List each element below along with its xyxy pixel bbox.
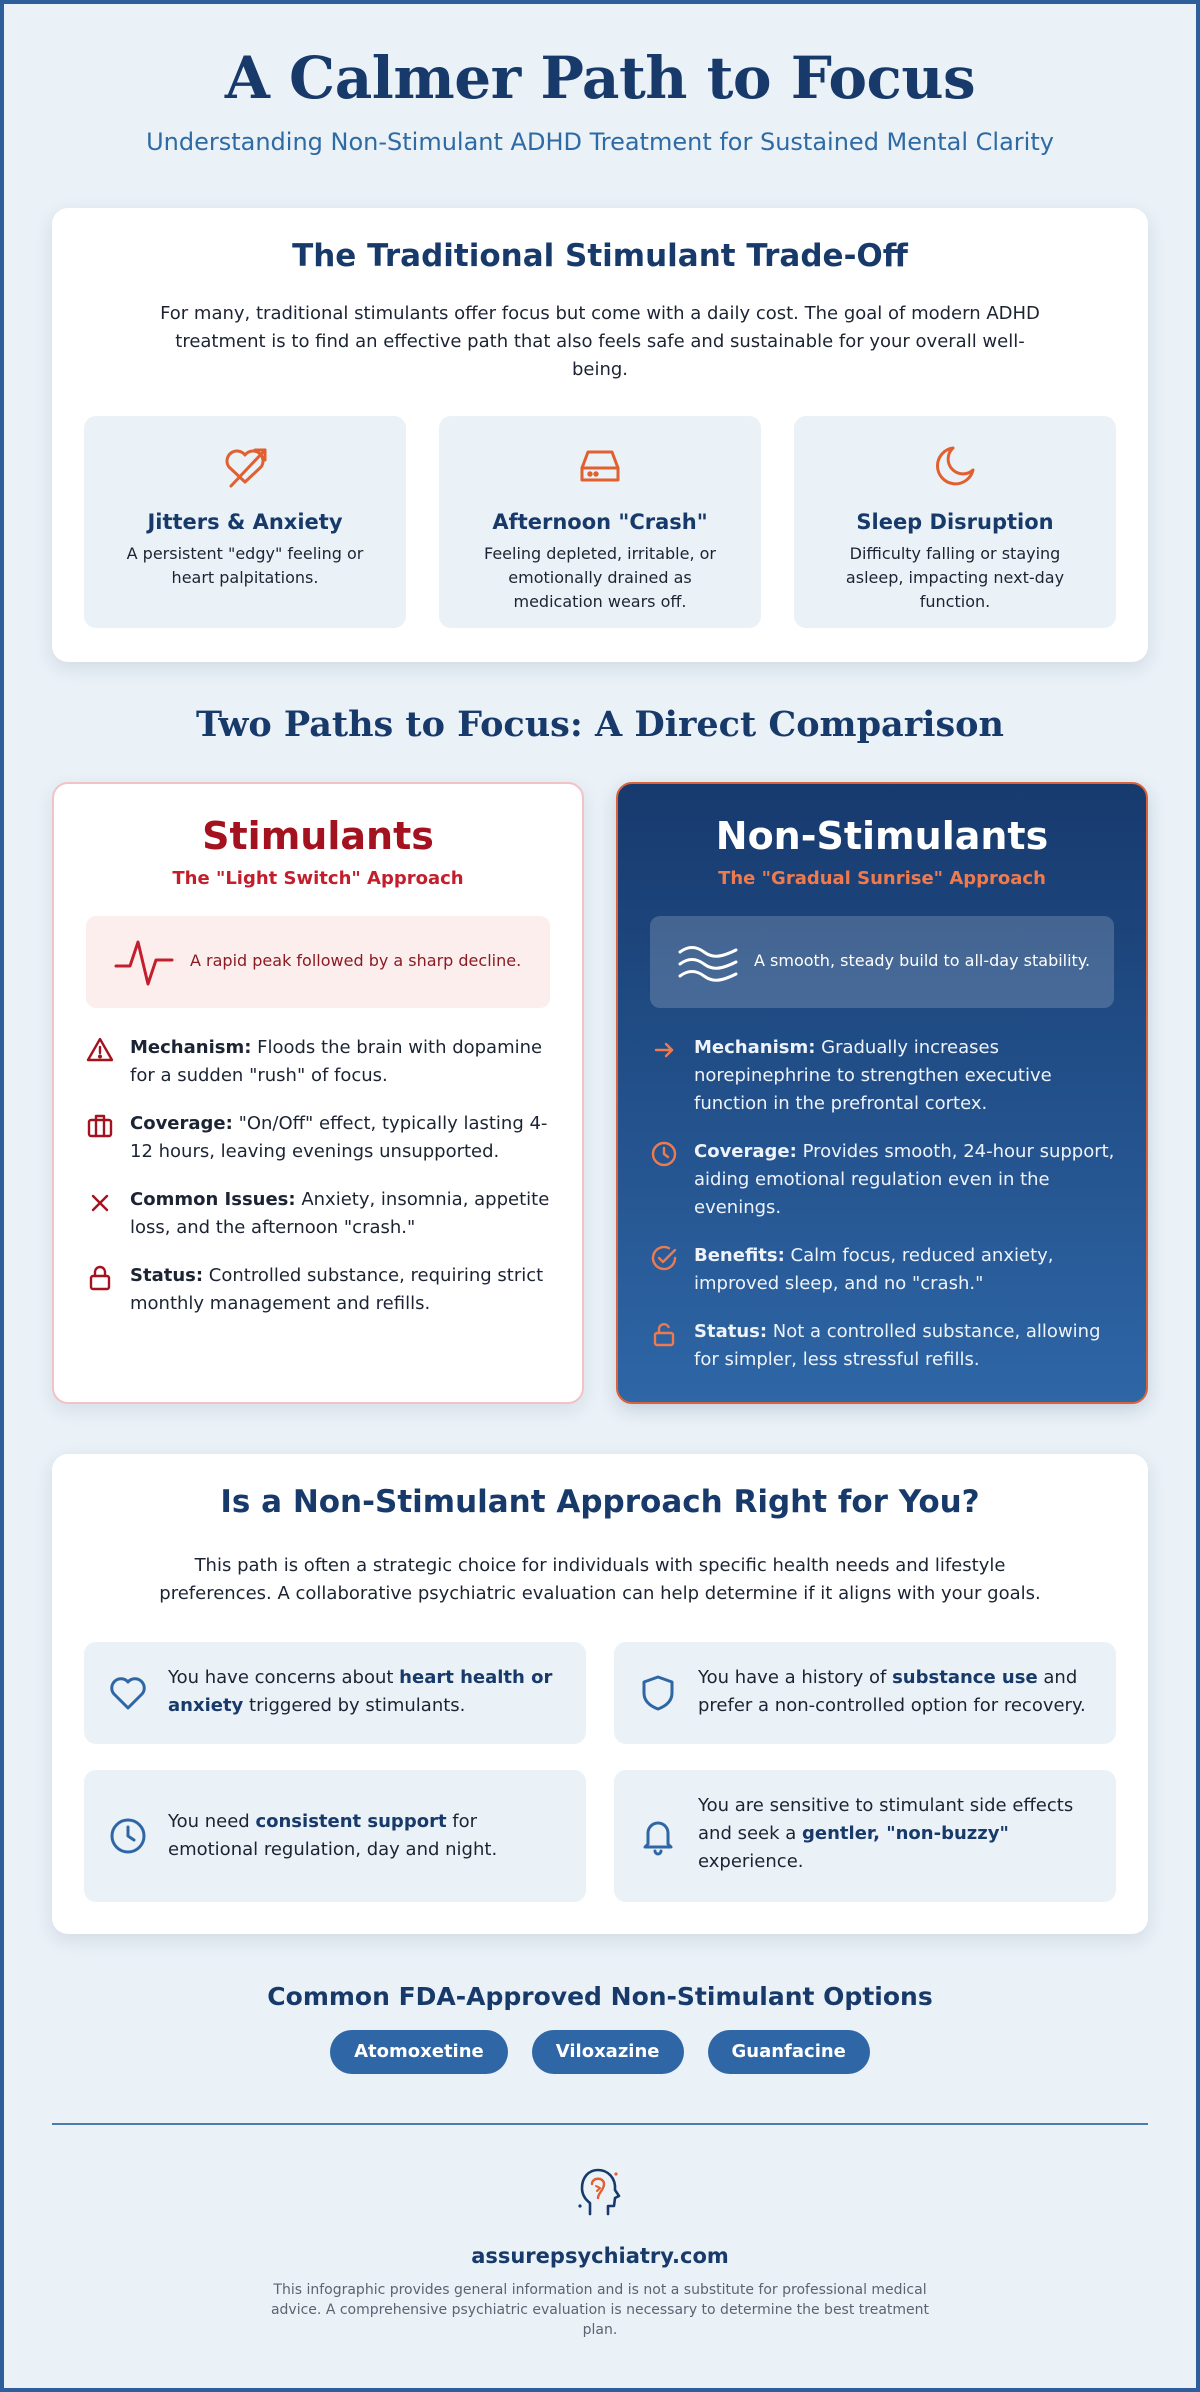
list-item [650, 1034, 1120, 1118]
disclaimer: This infographic provides general information and is not a substitute for professional medical advice. A comprehensive psychiatric evaluation is necessary to determine the best treatment plan. [270, 2282, 930, 2338]
tradeoff-title: The Traditional Stimulant Trade-Off [292, 238, 908, 274]
fit-item-sensitive [614, 1770, 1116, 1902]
item-label: Benefits: [694, 1245, 785, 1266]
battery-empty-icon [439, 442, 761, 490]
comparison-title: Two Paths to Focus: A Direct Comparison [196, 704, 1004, 745]
issue-crash [439, 416, 761, 628]
fit-item-consistent [84, 1770, 586, 1902]
item-text: Anxiety, insomnia, appetite loss, and the afternoon "crash." [130, 1189, 550, 1238]
tradeoff-intro: For many, traditional stimulants offer focus but come with a daily cost. The goal of modern ADHD treatment is to find an effective path that also feels safe and sustainable for your overall well-being. [160, 303, 1040, 380]
list-item [650, 1242, 1120, 1298]
item-text: Not a controlled substance, allowing for simpler, less stressful refills. [694, 1321, 1101, 1370]
option-pill-guanfacine: Guanfacine [708, 2030, 870, 2074]
non-stimulants-visual-text: A smooth, steady build to all-day stability. [754, 951, 1091, 970]
stimulants-card [52, 782, 584, 1404]
briefcase-icon [86, 1112, 114, 1140]
list-item [650, 1138, 1120, 1222]
head-logo-icon [570, 2162, 630, 2222]
list-item [86, 1186, 556, 1242]
fit-title: Is a Non-Stimulant Approach Right for You? [220, 1484, 980, 1520]
unlock-icon [650, 1320, 678, 1348]
item-label: Status: [130, 1265, 204, 1286]
fit-item-text: You have concerns about heart health or anxiety triggered by stimulants. [168, 1667, 553, 1716]
clock-icon [108, 1816, 148, 1856]
non-stimulants-list [650, 1034, 1120, 1394]
item-text: Calm focus, reduced anxiety, improved sleep, and no "crash." [694, 1245, 1054, 1294]
item-label: Mechanism: [694, 1037, 816, 1058]
tradeoff-card [52, 208, 1148, 662]
check-circle-icon [650, 1244, 678, 1272]
x-icon [86, 1188, 114, 1216]
list-item [650, 1318, 1120, 1374]
lock-icon [86, 1264, 114, 1292]
item-text: Gradually increases norepinephrine to strengthen executive function in the prefrontal cortex. [694, 1037, 1052, 1114]
item-text: Floods the brain with dopamine for a sudden "rush" of focus. [130, 1037, 543, 1086]
item-text: "On/Off" effect, typically lasting 4-12 hours, leaving evenings unsupported. [130, 1113, 548, 1162]
waves-icon [678, 936, 738, 988]
list-item [86, 1110, 556, 1166]
fit-item-substance [614, 1642, 1116, 1744]
issue-title: Afternoon "Crash" [492, 510, 708, 534]
non-stimulants-subtitle: The "Gradual Sunrise" Approach [718, 868, 1046, 889]
stimulants-visual-text: A rapid peak followed by a sharp decline. [190, 951, 522, 970]
item-label: Coverage: [130, 1113, 233, 1134]
moon-icon [794, 442, 1116, 490]
stimulants-visual [86, 916, 550, 1008]
list-item [86, 1262, 556, 1318]
non-stimulants-card [616, 782, 1148, 1404]
options-title: Common FDA-Approved Non-Stimulant Options [267, 1982, 933, 2011]
fit-item-heart [84, 1642, 586, 1744]
non-stimulants-title: Non-Stimulants [715, 814, 1049, 858]
issue-sleep [794, 416, 1116, 628]
site-name: assurepsychiatry.com [471, 2244, 729, 2268]
option-pill-atomoxetine: Atomoxetine [330, 2030, 508, 2074]
heart-broken-icon [84, 442, 406, 490]
fit-card [52, 1454, 1148, 1934]
fit-item-text: You have a history of substance use and prefer a non-controlled option for recovery. [698, 1667, 1086, 1716]
shield-icon [638, 1673, 678, 1713]
arrow-right-icon [650, 1036, 678, 1064]
heart-icon [108, 1673, 148, 1713]
warning-icon [86, 1036, 114, 1064]
clock-icon [650, 1140, 678, 1168]
stimulants-title: Stimulants [202, 814, 434, 858]
issue-jitters [84, 416, 406, 628]
bell-icon [638, 1816, 678, 1856]
item-label: Common Issues: [130, 1189, 296, 1210]
pulse-spike-icon [114, 936, 174, 988]
item-text: Provides smooth, 24-hour support, aiding emotional regulation even in the evenings. [694, 1141, 1115, 1218]
option-pill-viloxazine: Viloxazine [532, 2030, 684, 2074]
page-title: A Calmer Path to Focus [224, 44, 976, 112]
item-text: Controlled substance, requiring strict monthly management and refills. [130, 1265, 544, 1314]
stimulants-list [86, 1034, 556, 1338]
page-subtitle: Understanding Non-Stimulant ADHD Treatment for Sustained Mental Clarity [146, 128, 1054, 156]
stimulants-subtitle: The "Light Switch" Approach [172, 868, 464, 889]
options-list [0, 2030, 1200, 2074]
issue-text: A persistent "edgy" feeling or heart palpitations. [126, 544, 364, 587]
fit-intro: This path is often a strategic choice for individuals with specific health needs and lifestyle preferences. A collaborative psychiatric evaluation can help determine if it aligns with your goals. [159, 1555, 1041, 1604]
fit-item-text: You are sensitive to stimulant side effects and seek a gentler, "non-buzzy" experience. [698, 1795, 1074, 1872]
item-label: Mechanism: [130, 1037, 252, 1058]
item-label: Coverage: [694, 1141, 797, 1162]
issue-text: Feeling depleted, irritable, or emotionally drained as medication wears off. [483, 544, 716, 611]
non-stimulants-visual [650, 916, 1114, 1008]
divider [52, 2123, 1148, 2125]
issue-text: Difficulty falling or staying asleep, impacting next-day function. [845, 544, 1065, 611]
item-label: Status: [694, 1321, 768, 1342]
issue-title: Jitters & Anxiety [147, 510, 343, 534]
list-item [86, 1034, 556, 1090]
issue-title: Sleep Disruption [856, 510, 1054, 534]
fit-item-text: You need consistent support for emotional regulation, day and night. [168, 1811, 498, 1860]
